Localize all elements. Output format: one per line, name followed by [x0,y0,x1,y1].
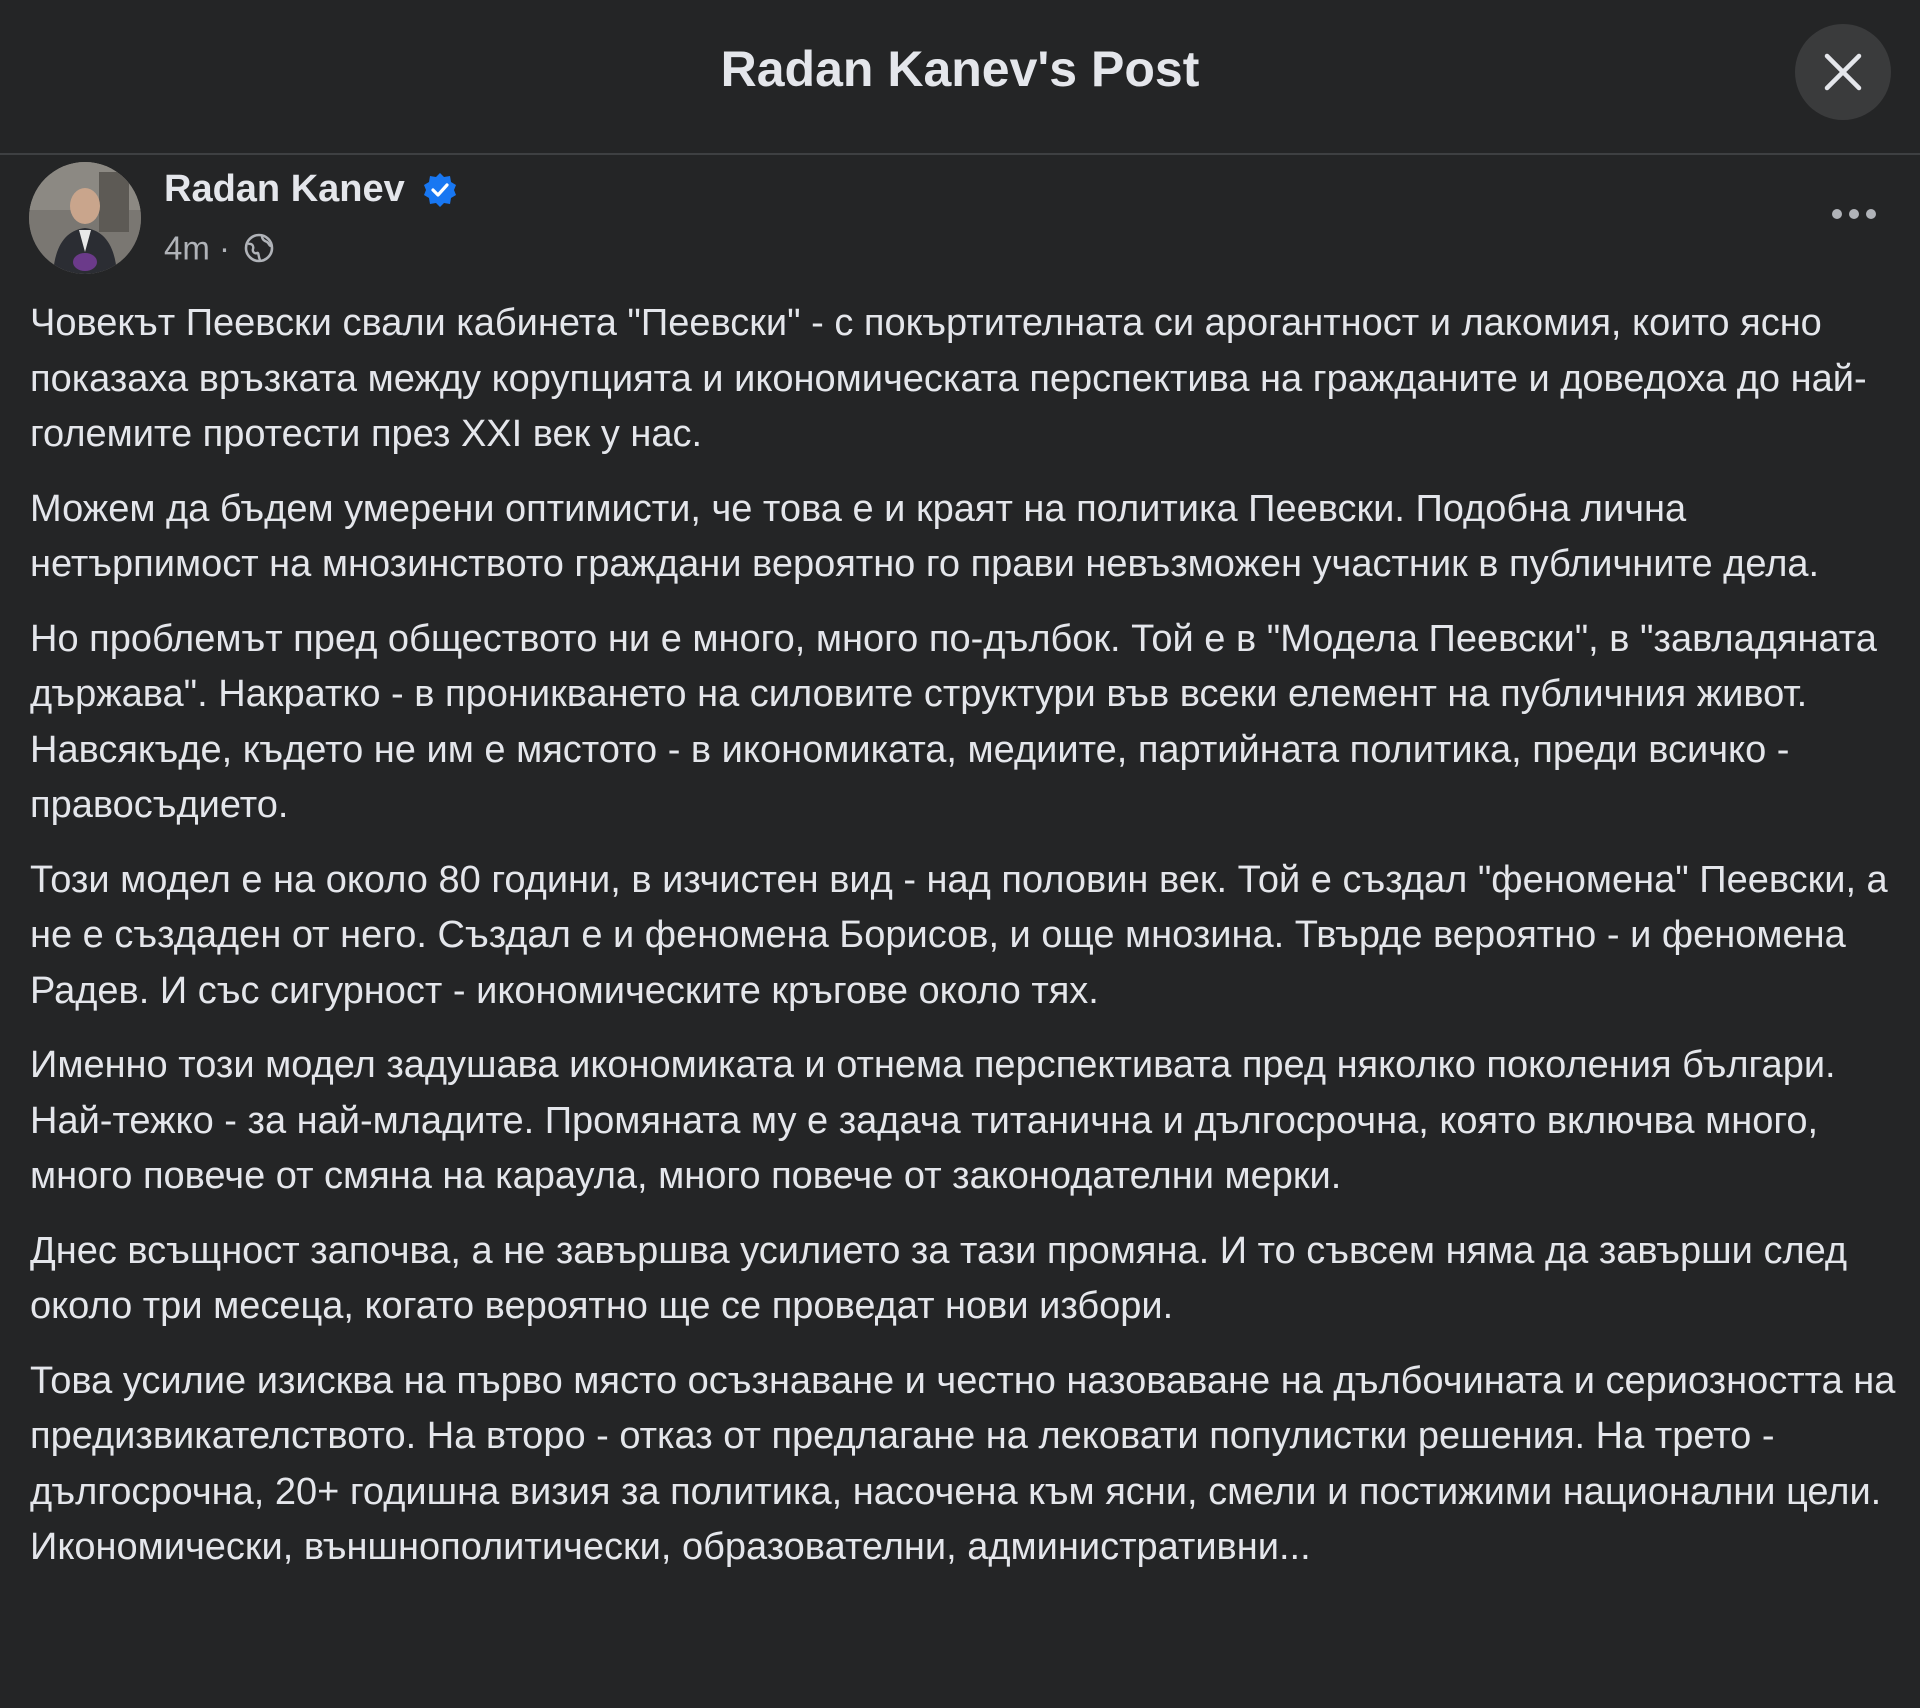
post-text [30,296,1900,1595]
more-options-icon [1830,206,1878,222]
post-paragraph: Човекът Пеевски свали кабинета "Пеевски" - с покъртителната си арогантност и лакомия, които ясно показаха връзката между корупцията и икономическата перспектива на гражданите и доведоха до най-големите протести през XXI век у нас. [30,302,1867,455]
globe-icon[interactable] [243,232,275,264]
verified-badge-icon [422,172,458,208]
meta-separator: · [219,229,231,267]
avatar-image [29,162,141,274]
more-options-button[interactable] [1814,186,1894,242]
dialog-header [0,0,1920,155]
close-button[interactable] [1795,24,1891,120]
post-paragraph: Но проблемът пред обществото ни е много, много по-дълбок. Той е в "Модела Пеевски", в "завладяната държава". Накратко - в проникването на силовите структури във всеки елемент на публичния живот. Навсякъде, където не им е мястото - в икономиката, медиите, партийната политика, преди всичко - правосъдието. [30,617,1877,826]
post-timestamp[interactable]: 4m [164,229,210,267]
post-meta [164,224,275,268]
author-name[interactable]: Radan Kanev [164,168,405,210]
post-paragraph: Именно този модел задушава икономиката и отнема перспективата пред няколко поколения българи. Най-тежко - за най-младите. Промяната му е задача титанична и дългосрочна, която включва много, много повече от смяна на караула, много повече от законодателни мерки. [30,1044,1836,1197]
post-paragraph: Можем да бъдем умерени оптимисти, че това е и краят на политика Пеевски. Подобна лична нетърпимост на мнозинството граждани вероятно го прави невъзможен участник в публичните дела. [30,487,1820,585]
post-paragraph: Днес всъщност започва, а не завършва усилието за тази промяна. И то съвсем няма да завърши след около три месеца, когато вероятно ще се проведат нови избори. [30,1229,1848,1327]
author-avatar[interactable] [29,162,141,274]
dialog-title: Radan Kanev's Post [720,41,1200,97]
post-paragraph: Това усилие изисква на първо място осъзнаване и честно назоваване на дълбочината и сериозността на предизвикателството. На второ - отказ от предлагане на лековати популистки решения. На трето - дългосрочна, 20+ годишна визия за политика, насочена към ясни, смели и постижими национални цели. Икономически, външнополитически, образователни, административни... [30,1359,1896,1568]
close-icon [1823,52,1863,92]
post-paragraph: Този модел е на около 80 години, в изчистен вид - над половин век. Той е създал "феномена" Пеевски, а не е създаден от него. Създал е и феномена Борисов, и още мнозина. Твърде вероятно - и феномена Радев. И със сигурност - икономическите кръгове около тях. [30,858,1888,1012]
